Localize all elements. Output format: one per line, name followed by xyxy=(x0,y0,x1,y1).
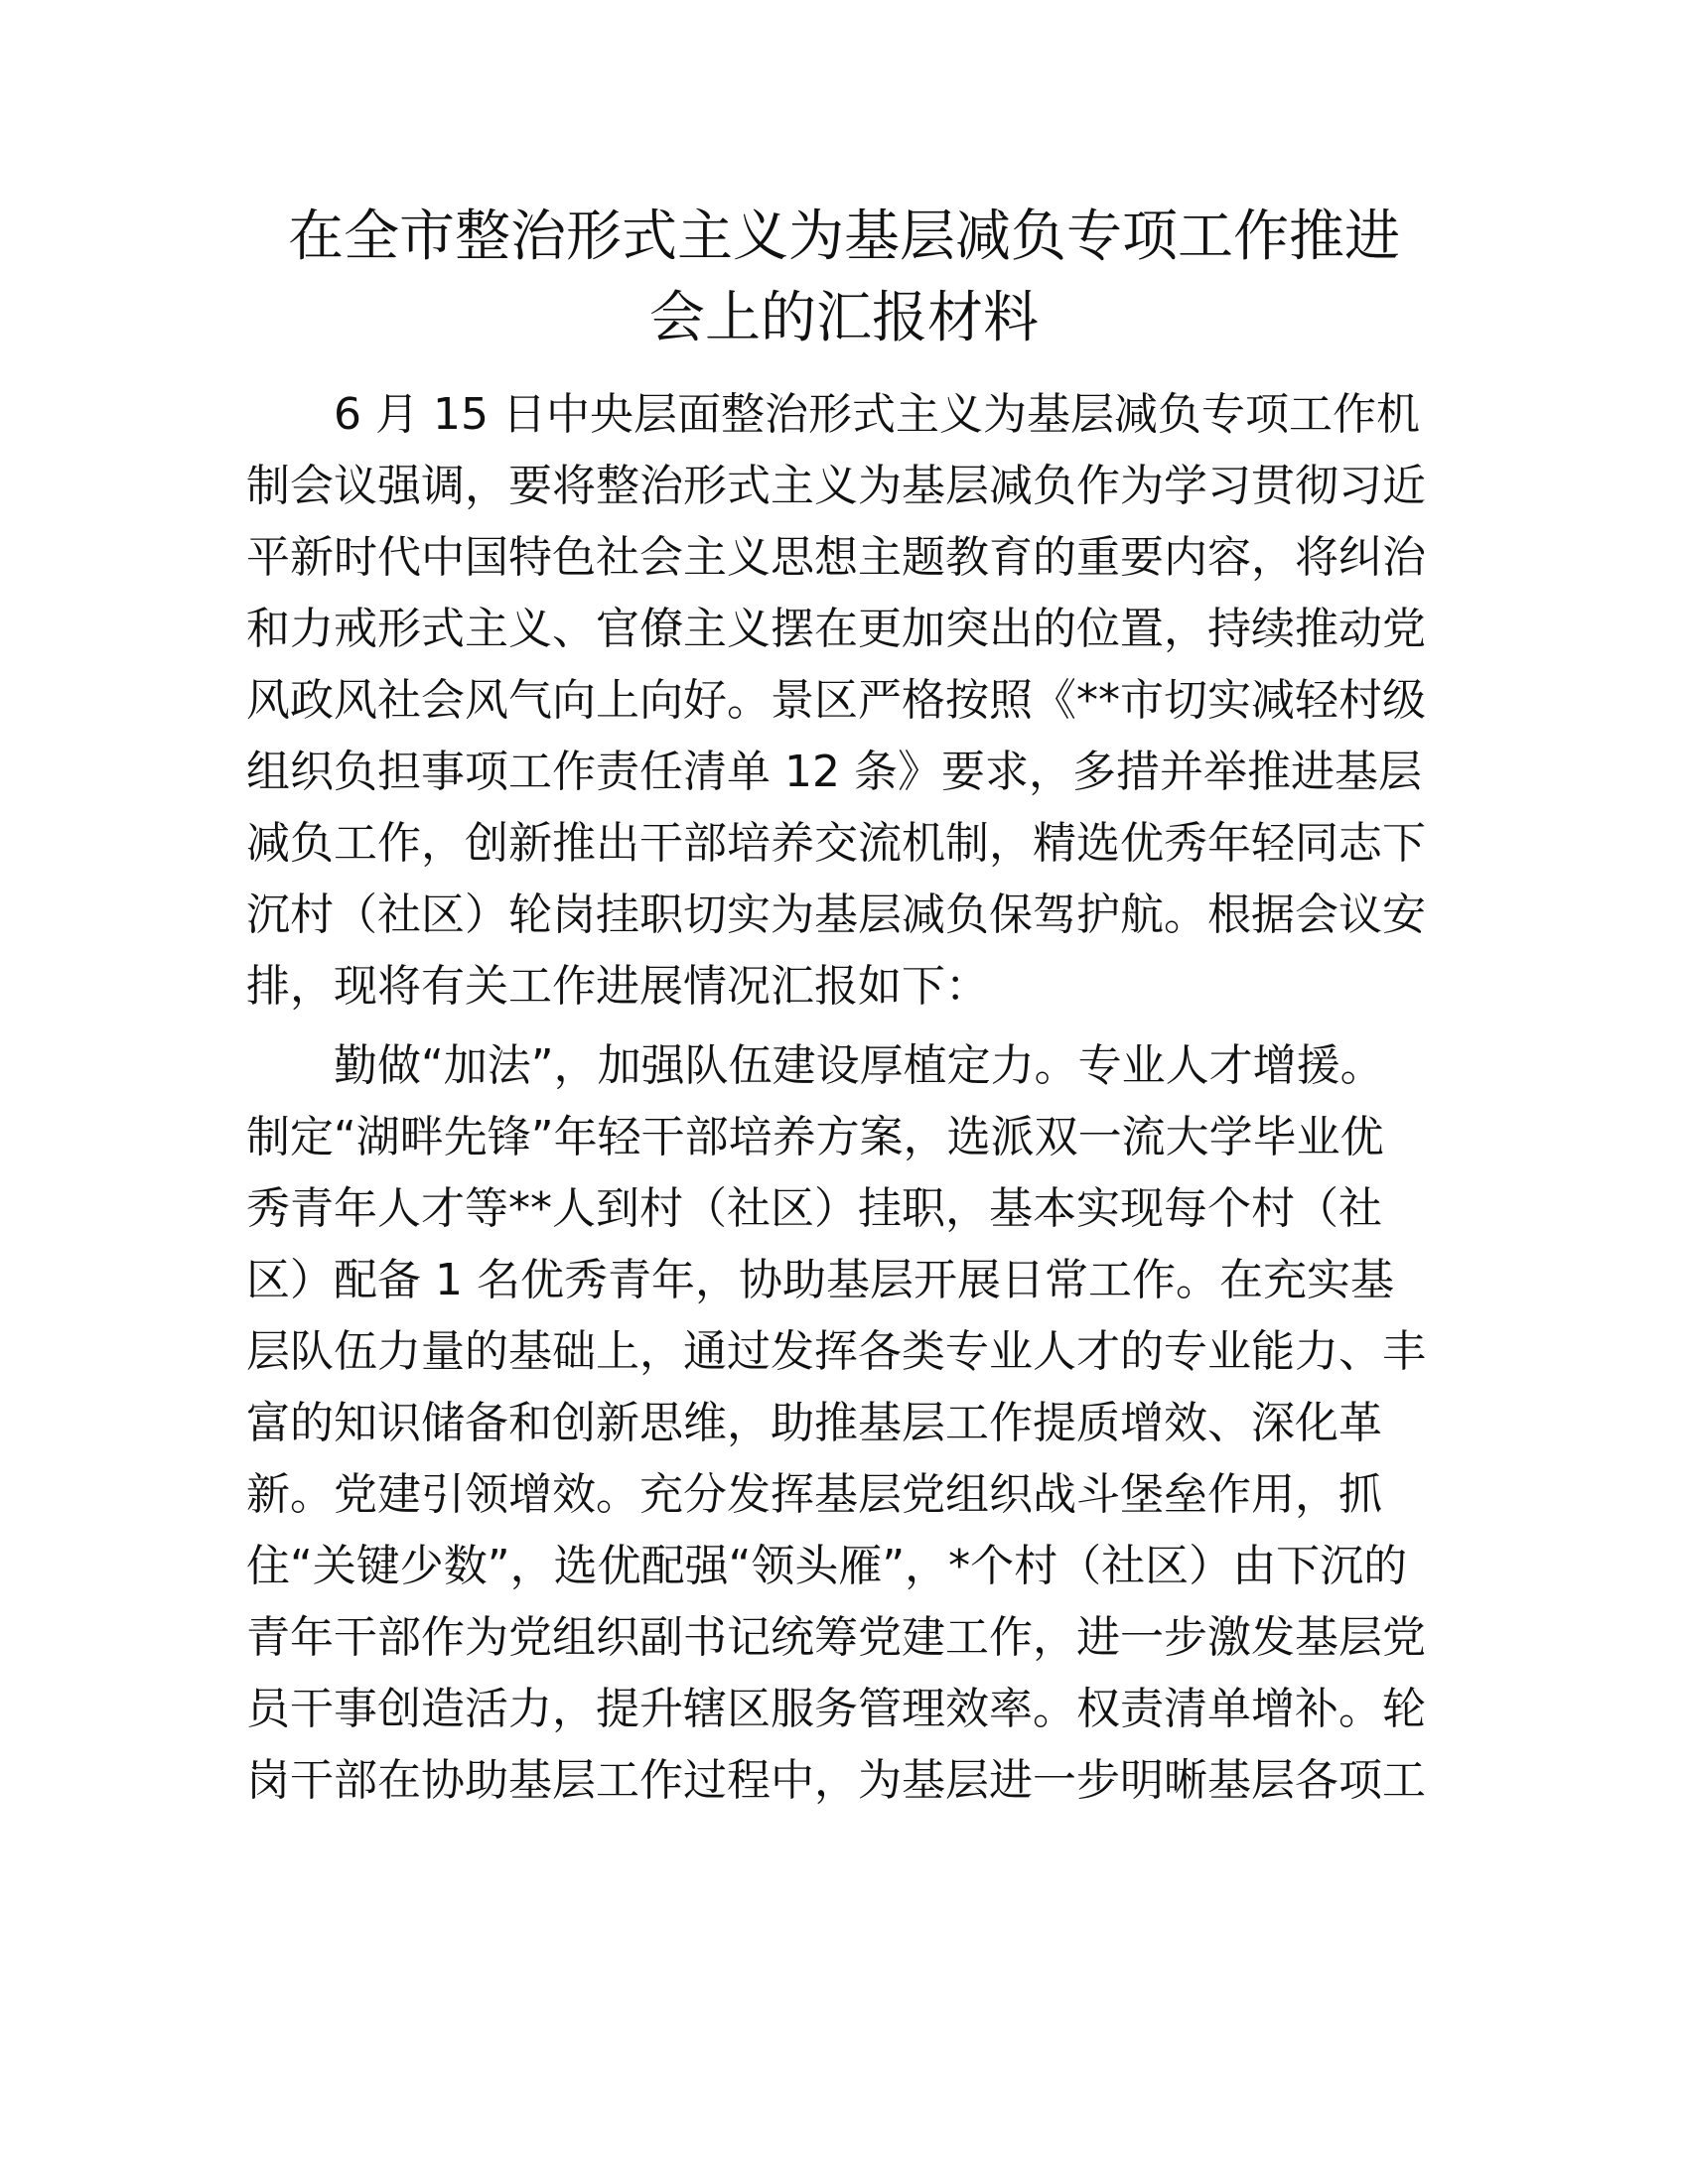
paragraph-spacer xyxy=(246,1023,1428,1030)
paragraph-line: 住“关键少数”，选优配强“领头雁”，*个村（社区）由下沉的 xyxy=(246,1541,1408,1591)
paragraph-line: 新。党建引领增效。充分发挥基层党组织战斗堡垒作用，抓 xyxy=(246,1469,1382,1520)
paragraph-line: 青年干部作为党组织副书记统筹党建工作，进一步激发基层党 xyxy=(246,1612,1426,1663)
paragraph-line: 区）配备 1 名优秀青年，协助基层开展日常工作。在充实基 xyxy=(246,1255,1394,1305)
paragraph-line: 员干事创造活力，提升辖区服务管理效率。权责清单增补。轮 xyxy=(246,1684,1426,1734)
paragraph-line: 排，现将有关工作进展情况汇报如下： xyxy=(246,961,989,1012)
paragraph-line: 风政风社会风气向上向好。景区严格按照《**市切实减轻村级 xyxy=(246,675,1426,726)
paragraph-line: 秀青年人才等**人到村（社区）挂职，基本实现每个村（社 xyxy=(246,1183,1382,1234)
document-body xyxy=(246,379,1428,1817)
paragraph-line: 减负工作，创新推出干部培养交流机制，精选优秀年轻同志下 xyxy=(246,818,1426,869)
paragraph-line: 勤做“加法”，加强队伍建设厚植定力。专业人才增援。 xyxy=(334,1040,1384,1091)
title-line-1: 在全市整治形式主义为基层减负专项工作推进 xyxy=(288,205,1400,269)
paragraph-line: 制定“湖畔先锋”年轻干部培养方案，选派双一流大学毕业优 xyxy=(246,1112,1384,1162)
paragraph-2 xyxy=(246,1030,1428,1817)
paragraph-line: 岗干部在协助基层工作过程中，为基层进一步明晰基层各项工 xyxy=(246,1755,1426,1806)
document-title xyxy=(228,197,1460,359)
paragraph-line: 和力戒形式主义、官僚主义摆在更加突出的位置，持续推动党 xyxy=(246,604,1426,654)
paragraph-line: 组织负担事项工作责任清单 12 条》要求，多措并举推进基层 xyxy=(246,747,1422,797)
paragraph-line: 层队伍力量的基础上，通过发挥各类专业人才的专业能力、丰 xyxy=(246,1326,1426,1377)
paragraph-line: 6 月 15 日中央层面整治形式主义为基层减负专项工作机 xyxy=(334,389,1420,440)
paragraph-1 xyxy=(246,379,1428,1023)
paragraph-line: 平新时代中国特色社会主义思想主题教育的重要内容，将纠治 xyxy=(246,532,1426,583)
title-line-2: 会上的汇报材料 xyxy=(649,286,1039,350)
paragraph-line: 富的知识储备和创新思维，助推基层工作提质增效、深化革 xyxy=(246,1398,1382,1448)
paragraph-line: 沉村（社区）轮岗挂职切实为基层减负保驾护航。根据会议安 xyxy=(246,889,1426,940)
paragraph-line: 制会议强调，要将整治形式主义为基层减负作为学习贯彻习近 xyxy=(246,461,1426,511)
